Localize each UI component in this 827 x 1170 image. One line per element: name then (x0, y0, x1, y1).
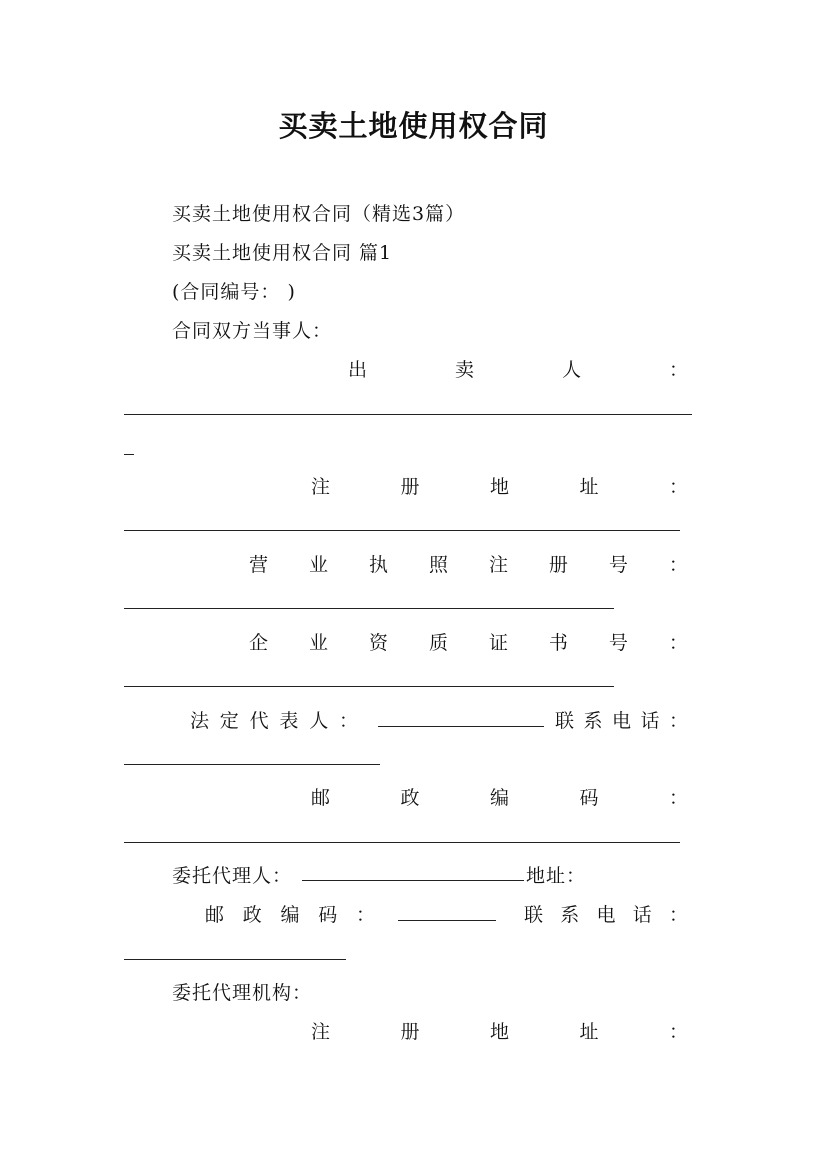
seller-char: 卖 (454, 359, 474, 381)
postcode-label (311, 783, 688, 810)
section-heading: 买卖土地使用权合同 篇1 (172, 242, 393, 264)
subtitle-line: 买卖土地使用权合同（精选3篇） (172, 203, 466, 225)
reg-address-label (311, 472, 688, 499)
postcode-char: 码 (579, 787, 599, 809)
reg-address2-char: ： (668, 1021, 688, 1043)
seller-char: ： (668, 359, 688, 381)
phone2-char: 联 (524, 904, 544, 926)
contract-number-line: (合同编号： ) (172, 281, 296, 303)
seller-blank-line[interactable] (124, 414, 692, 415)
cert-char: 书 (548, 632, 568, 654)
reg-address-char: 地 (489, 476, 509, 498)
phone2-char: 电 (596, 904, 616, 926)
legal-rep-blank[interactable] (378, 726, 544, 727)
legal-rep-char: 法 (190, 710, 210, 732)
cert-char: 号 (608, 632, 628, 654)
cert-char: ： (668, 632, 688, 654)
postcode-char: 邮 (311, 787, 331, 809)
phone-char: 话 (640, 710, 660, 732)
cert-char: 业 (308, 632, 328, 654)
phone2-char: 系 (560, 904, 580, 926)
reg-address2-char: 地 (489, 1021, 509, 1043)
reg-address-char: ： (668, 476, 688, 498)
postcode-blank-line[interactable] (124, 842, 680, 843)
reg-address-char: 址 (579, 476, 599, 498)
postcode2-char: ： (355, 904, 375, 926)
phone2-char: ： (668, 904, 688, 926)
license-char: 营 (249, 554, 269, 576)
cert-number-blank-line[interactable] (124, 686, 614, 687)
reg-address-char: 注 (311, 476, 331, 498)
legal-rep-char: ： (338, 710, 358, 732)
parties-heading: 合同双方当事人： (172, 320, 333, 342)
reg-address-blank-line[interactable] (124, 530, 680, 531)
phone2-label (524, 900, 688, 927)
agent-blank[interactable] (302, 880, 524, 881)
cert-char: 证 (488, 632, 508, 654)
license-char: 号 (608, 554, 628, 576)
legal-rep-char: 代 (249, 710, 269, 732)
postcode2-char: 码 (318, 904, 338, 926)
postcode-char: ： (668, 787, 688, 809)
seller-char: 出 (348, 359, 368, 381)
phone-char: 联 (555, 710, 575, 732)
reg-address2-label (311, 1017, 688, 1044)
cert-char: 企 (249, 632, 269, 654)
reg-address2-char: 址 (579, 1021, 599, 1043)
postcode-char: 编 (489, 787, 509, 809)
phone-label (555, 706, 688, 733)
license-number-blank-line[interactable] (124, 608, 614, 609)
agent-label: 委托代理人： (172, 865, 293, 887)
cert-char: 质 (428, 632, 448, 654)
license-char: 业 (308, 554, 328, 576)
legal-rep-char: 表 (279, 710, 299, 732)
cert-number-label (249, 628, 688, 655)
postcode-char: 政 (400, 787, 420, 809)
postcode2-char: 编 (280, 904, 300, 926)
seller-blank-line-tail[interactable] (124, 454, 134, 455)
reg-address2-char: 注 (311, 1021, 331, 1043)
phone2-char: 话 (632, 904, 652, 926)
license-number-label (249, 550, 688, 577)
legal-rep-char: 人 (309, 710, 329, 732)
phone-char: 系 (583, 710, 603, 732)
postcode2-char: 政 (242, 904, 262, 926)
postcode2-blank[interactable] (398, 920, 496, 921)
phone2-blank-line[interactable] (124, 959, 346, 960)
license-char: ： (668, 554, 688, 576)
legal-rep-label (190, 706, 358, 733)
reg-address2-char: 册 (400, 1021, 420, 1043)
agency-label: 委托代理机构： (172, 982, 313, 1004)
phone-blank-line[interactable] (124, 764, 380, 765)
reg-address-char: 册 (400, 476, 420, 498)
license-char: 注 (488, 554, 508, 576)
license-char: 照 (428, 554, 448, 576)
phone-char: ： (668, 710, 688, 732)
agent-address-label: 地址： (526, 865, 587, 887)
postcode2-char: 邮 (205, 904, 225, 926)
legal-rep-char: 定 (219, 710, 239, 732)
phone-char: 电 (611, 710, 631, 732)
license-char: 执 (368, 554, 388, 576)
postcode2-label (205, 900, 375, 927)
seller-label (348, 355, 688, 382)
page-title: 买卖土地使用权合同 (278, 109, 549, 143)
cert-char: 资 (368, 632, 388, 654)
seller-char: 人 (561, 359, 581, 381)
license-char: 册 (548, 554, 568, 576)
